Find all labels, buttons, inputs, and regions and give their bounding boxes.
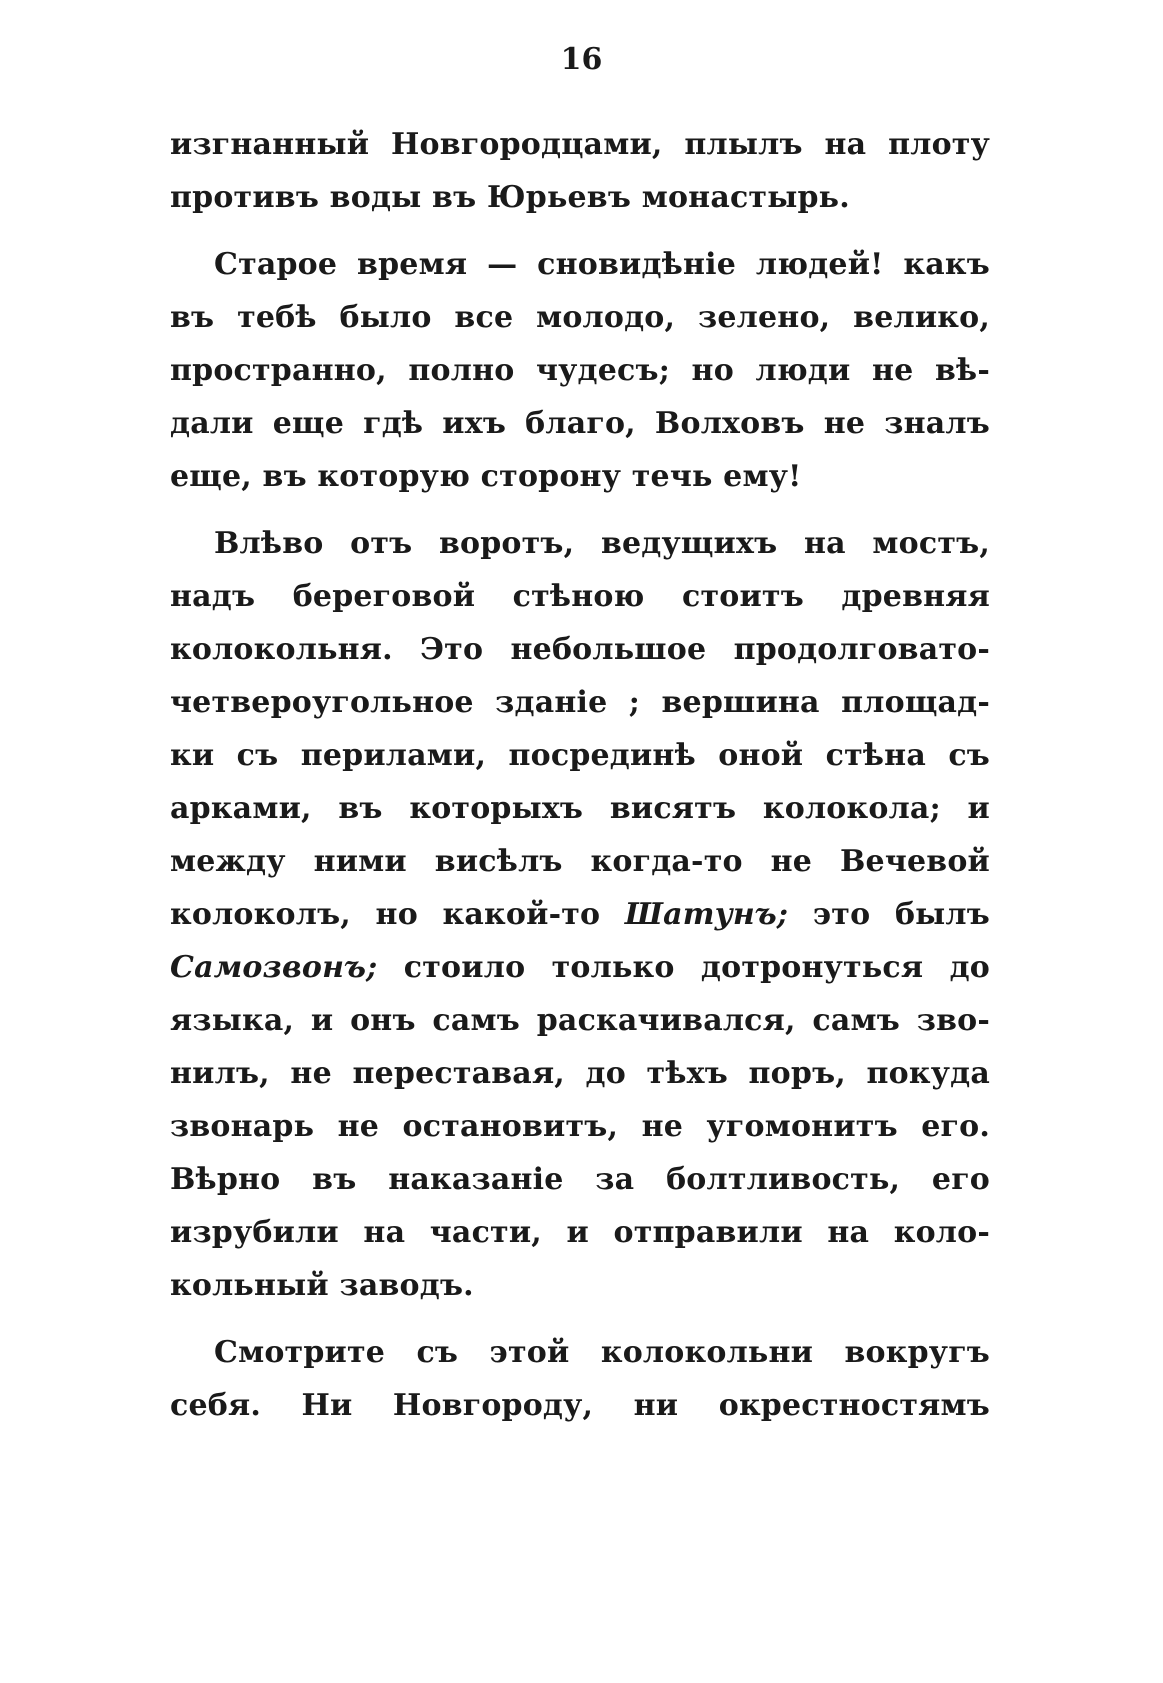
text-segment: это былъ <box>812 897 990 932</box>
text-line: нилъ, не переставая, до тѣхъ поръ, покуда <box>170 1056 990 1091</box>
text-line: между ними висѣлъ когда-то не Вечевой <box>170 844 990 879</box>
text-line: еще, въ которую сторону течь ему! <box>170 459 802 494</box>
body-text <box>170 118 990 1432</box>
italic-term-shatun: Шатунъ; <box>624 897 789 932</box>
text-line: четвероугольное зданіе ; вершина площад- <box>170 685 990 720</box>
text-line: себя. Ни Новгороду, ни окрестностямъ <box>170 1388 990 1423</box>
text-line: колокольня. Это небольшое продолговато- <box>170 632 990 667</box>
text-line <box>170 941 990 994</box>
text-segment: колоколъ, но какой-то <box>170 897 601 932</box>
text-line: изрубили на части, и отправили на коло- <box>170 1215 990 1250</box>
page-number: 16 <box>560 42 603 77</box>
text-line <box>170 888 990 941</box>
text-line: надъ береговой стѣною стоитъ древняя <box>170 579 990 614</box>
text-line: дали еще гдѣ ихъ благо, Волховъ не зналъ <box>170 406 990 441</box>
text-segment: стоило только дотронуться до <box>403 950 990 985</box>
text-line: изгнанный Новгородцами, плылъ на плоту <box>170 127 990 162</box>
text-line: Вѣрно въ наказаніе за болтливость, его <box>170 1162 990 1197</box>
text-line: звонарь не остановитъ, не угомонитъ его. <box>170 1109 990 1144</box>
text-line: языка, и онъ самъ раскачивался, самъ зво- <box>170 1003 990 1038</box>
italic-term-samozvon: Самозвонъ; <box>170 950 378 985</box>
text-line: Смотрите съ этой колокольни вокругъ <box>214 1335 990 1370</box>
text-line: Влѣво отъ воротъ, ведущихъ на мостъ, <box>214 526 990 561</box>
text-line: кольный заводъ. <box>170 1268 474 1303</box>
text-line: въ тебѣ было все молодо, зелено, велико, <box>170 300 990 335</box>
text-line: пространно, полно чудесъ; но люди не вѣ- <box>170 353 990 388</box>
text-line: Старое время — сновидѣніе людей! какъ <box>214 247 990 282</box>
text-line: ки съ перилами, посрединѣ оной стѣна съ <box>170 738 990 773</box>
text-line: противъ воды въ Юрьевъ монастырь. <box>170 180 850 215</box>
text-line: арками, въ которыхъ висятъ колокола; и <box>170 791 990 826</box>
